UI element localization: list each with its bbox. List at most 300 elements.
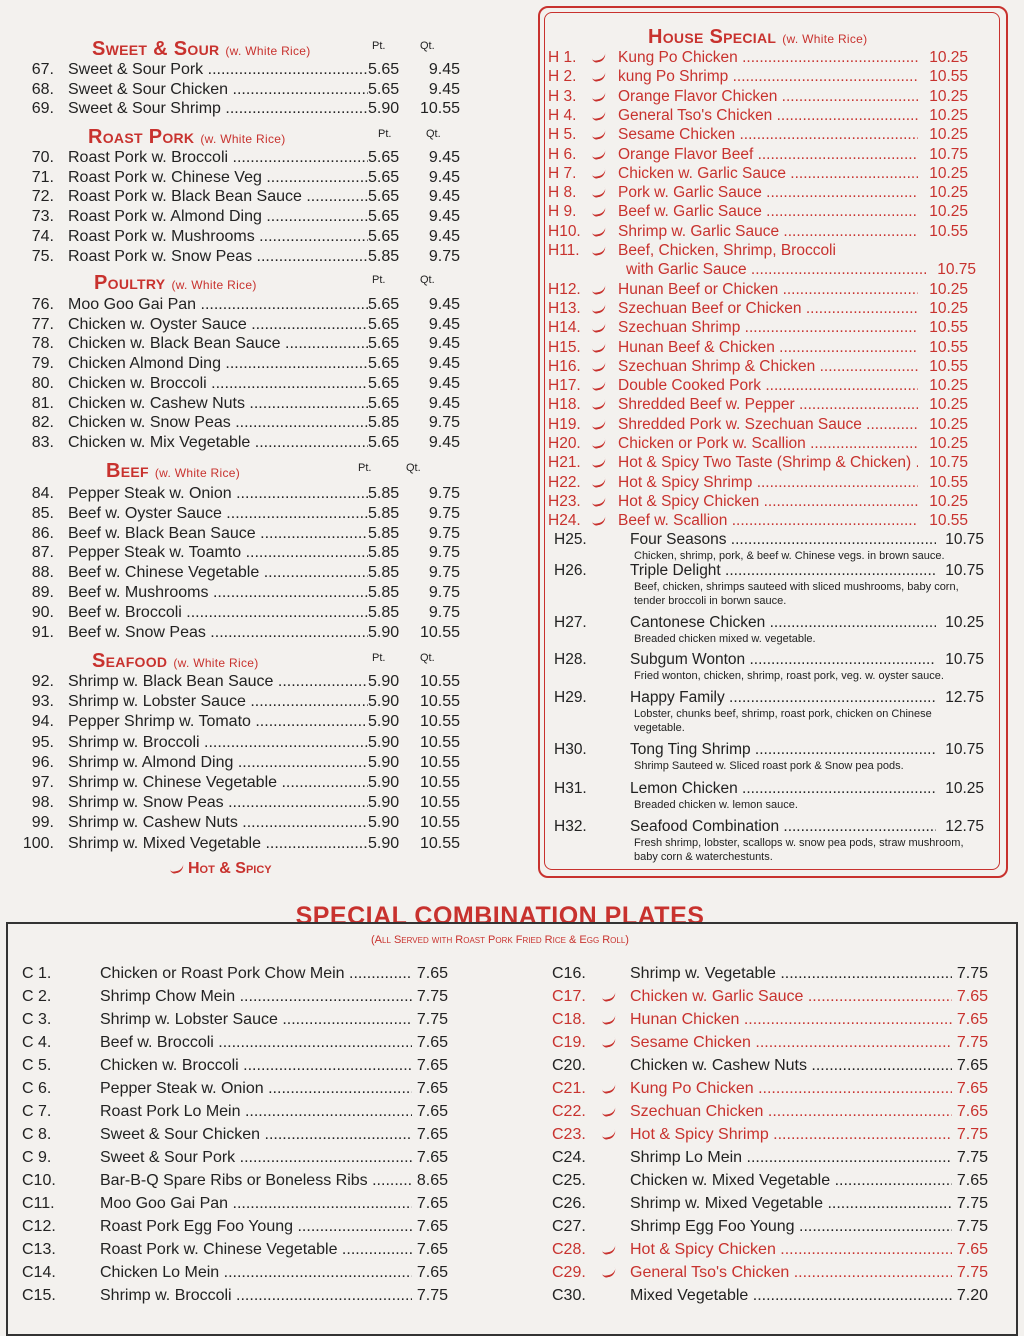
item-price-pint: 5.90	[368, 814, 400, 832]
item-name: Shrimp w. Lobster Sauce .....	[68, 692, 368, 712]
item-price-quart: 9.45	[428, 335, 460, 353]
item-number: H26.	[554, 562, 587, 579]
item-price: 7.75	[956, 1126, 988, 1143]
item-price-quart: 10.55	[419, 814, 460, 832]
item-price: 7.65	[416, 1080, 448, 1097]
item-number: 78.	[31, 335, 54, 353]
item-number: 74.	[31, 227, 54, 245]
item-name: Chicken w. Garlic Sauce .....	[630, 987, 952, 1007]
item-name: Roast Pork Lo Mein .....	[100, 1102, 412, 1122]
item-number: C21.	[552, 1080, 586, 1097]
item-price: 10.75	[945, 651, 984, 668]
item-number: H 3.	[548, 87, 577, 105]
item-name: Roast Pork w. Black Bean Sauce .....	[68, 187, 368, 207]
item-price: 7.65	[956, 988, 988, 1005]
header-pt: Pt.	[378, 128, 392, 140]
item-name: Beef w. Broccoli .....	[100, 1033, 412, 1053]
menu-item-row	[8, 524, 460, 544]
item-price-quart: 10.55	[419, 673, 460, 690]
item-name: Mixed Vegetable .....	[630, 1286, 952, 1306]
item-price-quart: 10.55	[419, 753, 460, 771]
item-number: C30.	[552, 1287, 586, 1304]
item-price-quart: 9.45	[428, 433, 460, 451]
item-price-quart: 10.55	[419, 713, 460, 731]
item-price: 7.65	[416, 1241, 448, 1258]
item-price-quart: 9.75	[428, 414, 460, 432]
item-number: H31.	[554, 780, 587, 797]
item-price: 10.25	[929, 49, 968, 66]
item-price: 10.25	[929, 377, 968, 395]
item-name: Moo Goo Gai Pan .....	[100, 1194, 412, 1214]
item-price: 10.55	[929, 357, 968, 375]
item-price-pint: 5.65	[368, 394, 400, 412]
menu-item-row	[8, 168, 460, 188]
item-price: 10.75	[945, 741, 984, 758]
item-number: H29.	[554, 689, 587, 706]
item-number: 99.	[31, 814, 54, 832]
item-price-quart: 9.45	[428, 168, 460, 186]
item-price-pint: 5.65	[368, 227, 400, 245]
hot-spicy-legend	[170, 860, 272, 878]
section-note: (w. White Rice)	[225, 44, 311, 58]
menu-item-row	[8, 207, 460, 227]
item-number: 70.	[31, 149, 54, 166]
item-number: 80.	[31, 374, 54, 392]
header-pt: Pt.	[372, 40, 386, 52]
item-price: 10.75	[929, 145, 968, 163]
header-qt: Qt.	[406, 462, 421, 474]
pepper-icon	[169, 864, 184, 875]
item-price: 10.75	[937, 261, 976, 279]
item-name: Orange Flavor Beef .....	[618, 145, 918, 165]
menu-item-row	[8, 813, 460, 833]
item-price: 7.65	[416, 1195, 448, 1212]
item-number: 88.	[31, 564, 54, 582]
item-price: 10.25	[929, 106, 968, 124]
item-number: H13.	[548, 299, 581, 317]
item-number: C 5.	[22, 1057, 52, 1074]
item-price: 7.65	[416, 1103, 448, 1120]
item-number: H12.	[548, 280, 581, 298]
item-price: 7.75	[956, 1264, 988, 1281]
item-name: Sweet & Sour Shrimp .....	[68, 99, 368, 119]
item-number: H 9.	[548, 203, 577, 221]
item-number: H 1.	[548, 49, 577, 66]
item-description: Breaded chicken w. lemon sauce.	[634, 799, 798, 811]
item-name: Shrimp w. Broccoli .....	[100, 1286, 412, 1306]
item-name: Beef w. Oyster Sauce .....	[68, 504, 368, 524]
item-name: Chicken w. Mix Vegetable .....	[68, 433, 368, 453]
item-name: Beef w. Scallion .....	[618, 511, 918, 531]
item-name: Hunan Beef & Chicken .....	[618, 338, 918, 358]
legend-label: Hot & Spicy	[188, 860, 272, 877]
menu-item-row	[8, 753, 460, 773]
item-name: General Tso's Chicken .....	[618, 106, 918, 126]
item-number: C25.	[552, 1172, 586, 1189]
menu-item-row	[8, 374, 460, 394]
item-number: H 7.	[548, 164, 577, 182]
item-name: Beef w. Snow Peas .....	[68, 623, 368, 643]
item-name: Shrimp w. Broccoli .....	[68, 733, 368, 753]
item-name: Shrimp Egg Foo Young .....	[630, 1217, 952, 1237]
item-price: 10.55	[929, 319, 968, 337]
item-number: H15.	[548, 338, 581, 356]
item-price-quart: 9.75	[428, 544, 460, 562]
menu-item-row	[8, 315, 460, 335]
section-title-beef	[106, 460, 240, 483]
menu-item-row	[8, 692, 460, 712]
item-price: 10.25	[929, 164, 968, 182]
item-price: 10.55	[929, 222, 968, 240]
item-name: Pepper Shrimp w. Tomato .....	[68, 712, 368, 732]
item-name: Chicken or Roast Pork Chow Mein .....	[100, 964, 412, 984]
item-price: 7.75	[956, 1149, 988, 1166]
item-name: Shrimp w. Mixed Vegetable .....	[630, 1194, 952, 1214]
item-name: Chicken w. Snow Peas .....	[68, 413, 368, 433]
item-number: H19.	[548, 415, 581, 433]
menu-item-row	[8, 733, 460, 753]
item-number: 77.	[31, 315, 54, 333]
item-name: Hot & Spicy Shrimp .....	[630, 1125, 952, 1145]
menu-item-row	[8, 603, 460, 623]
item-name: Roast Pork w. Almond Ding .....	[68, 207, 368, 227]
item-number: C29.	[552, 1264, 586, 1281]
item-name: Chicken or Pork w. Scallion .....	[618, 434, 918, 454]
item-price-quart: 9.45	[428, 208, 460, 226]
house-special-title-text: House Special	[648, 26, 777, 48]
item-number: 85.	[31, 504, 54, 522]
item-number: C14.	[22, 1264, 56, 1281]
item-price-pint: 5.65	[368, 208, 400, 226]
item-price: 7.65	[956, 1080, 988, 1097]
menu-item-row	[8, 543, 460, 563]
section-note: (w. White Rice)	[173, 656, 259, 670]
item-name: Shredded Beef w. Pepper .....	[618, 395, 918, 415]
item-price: 7.65	[416, 1034, 448, 1051]
item-price-pint: 5.65	[368, 149, 400, 166]
item-price-quart: 9.45	[428, 355, 460, 373]
combo-title: SPECIAL COMBINATION PLATES	[295, 902, 705, 930]
item-price: 7.65	[416, 1149, 448, 1166]
item-name: Hot & Spicy Chicken .....	[618, 492, 918, 512]
item-name: Beef w. Chinese Vegetable .....	[68, 563, 368, 583]
item-number: H27.	[554, 614, 587, 631]
section-title-sweet_sour	[92, 38, 311, 61]
item-name: Subgum Wonton .....	[630, 650, 936, 670]
item-name: Beef w. Mushrooms .....	[68, 583, 368, 603]
item-price-quart: 9.75	[428, 603, 460, 621]
item-price: 10.25	[945, 780, 984, 797]
item-number: 96.	[31, 753, 54, 771]
item-name: Szechuan Shrimp & Chicken .....	[618, 357, 918, 377]
item-number: 83.	[31, 433, 54, 451]
item-price: 10.75	[945, 562, 984, 579]
item-number: 81.	[31, 394, 54, 412]
menu-item-row	[8, 80, 460, 100]
item-number: C 9.	[22, 1149, 52, 1166]
item-number: H21.	[548, 454, 581, 472]
item-number: C 1.	[22, 965, 52, 982]
item-number: C17.	[552, 988, 586, 1005]
item-price: 7.65	[416, 1057, 448, 1074]
item-number: C 8.	[22, 1126, 52, 1143]
item-name: Szechuan Shrimp .....	[618, 318, 918, 338]
section-note: (w. White Rice)	[171, 278, 257, 292]
item-number: H 6.	[548, 145, 577, 163]
item-number: H18.	[548, 396, 581, 414]
item-price: 7.65	[956, 1241, 988, 1258]
section-title-text: Beef	[106, 460, 149, 482]
item-price: 10.75	[945, 531, 984, 548]
menu-item-row	[8, 623, 460, 643]
item-price-pint: 5.85	[368, 584, 400, 601]
item-number: 84.	[31, 485, 54, 502]
menu-item-row	[8, 433, 460, 453]
house-special-frame-inner	[544, 12, 1000, 870]
section-title-poultry	[94, 272, 257, 295]
item-name: Hot & Spicy Two Taste (Shrimp & Chicken) .....	[618, 453, 918, 473]
item-price-quart: 9.75	[428, 584, 460, 601]
item-name: Sweet & Sour Chicken .....	[68, 80, 368, 100]
item-price-pint: 5.90	[368, 623, 400, 641]
item-name: Chicken w. Cashew Nuts .....	[68, 394, 368, 414]
item-price: 10.25	[929, 126, 968, 144]
item-description: Lobster, chunks beef, shrimp, roast pork, chicken on Chinese vegetable.	[634, 708, 932, 734]
item-number: 93.	[31, 693, 54, 711]
header-pt: Pt.	[358, 462, 372, 474]
item-name: Shrimp Lo Mein .....	[630, 1148, 952, 1168]
item-price: 10.55	[929, 473, 968, 491]
header-pt: Pt.	[372, 274, 386, 286]
item-price-pint: 5.85	[368, 504, 400, 522]
item-name: Shrimp w. Almond Ding .....	[68, 753, 368, 773]
item-price: 12.75	[945, 689, 984, 706]
section-title-text: Seafood	[92, 650, 168, 672]
item-number: 82.	[31, 414, 54, 432]
item-price-pint: 5.90	[368, 753, 400, 771]
item-description: Chicken, shrimp, pork, & beef w. Chinese vegs. in brown sauce.	[634, 550, 945, 562]
item-name: Tong Ting Shrimp .....	[630, 740, 936, 760]
item-price-quart: 10.55	[419, 623, 460, 641]
item-price-pint: 5.90	[368, 733, 400, 751]
item-number: 75.	[31, 247, 54, 265]
item-description: Breaded chicken mixed w. vegetable.	[634, 633, 816, 645]
item-price-pint: 5.65	[368, 188, 400, 206]
section-note: (w. White Rice)	[154, 466, 241, 480]
item-price-quart: 9.75	[428, 247, 460, 265]
item-price: 10.25	[945, 614, 984, 631]
menu-item-row	[8, 99, 460, 119]
section-title-roast_pork	[88, 126, 286, 149]
item-price-pint: 5.65	[368, 355, 400, 373]
item-price-pint: 5.85	[368, 524, 400, 542]
item-price-pint: 5.85	[368, 414, 400, 432]
item-price-pint: 5.90	[368, 834, 400, 852]
item-name: Roast Pork w. Mushrooms .....	[68, 227, 368, 247]
house-special-note: (w. White Rice)	[782, 32, 868, 46]
header-qt: Qt.	[426, 128, 441, 140]
item-price: 7.75	[956, 1218, 988, 1235]
item-name: Cantonese Chicken .....	[630, 613, 936, 633]
item-number: C 6.	[22, 1080, 52, 1097]
item-name: Seafood Combination .....	[630, 817, 936, 837]
item-number: 76.	[31, 296, 54, 313]
item-number: H17.	[548, 377, 581, 395]
item-number: C 4.	[22, 1034, 52, 1051]
menu-item-row	[8, 793, 460, 813]
item-number: H16.	[548, 357, 581, 375]
item-description: Fresh shrimp, lobster, scallops w. snow pea pods, straw mushroom, baby corn & waterchestunts.	[634, 837, 964, 863]
item-description: Beef, chicken, shrimps sauteed with sliced mushrooms, baby corn, tender broccoli in borwn sauce.	[634, 581, 959, 607]
item-name: Sweet & Sour Pork .....	[68, 60, 368, 80]
item-price: 10.25	[929, 184, 968, 202]
item-number: C10.	[22, 1172, 56, 1189]
item-name: Kung Po Chicken .....	[618, 48, 918, 68]
item-price: 10.55	[929, 68, 968, 86]
item-name: Chicken w. Oyster Sauce .....	[68, 315, 368, 335]
item-price: 7.65	[416, 965, 448, 982]
item-number: 86.	[31, 524, 54, 542]
item-name: Chicken w. Cashew Nuts .....	[630, 1056, 952, 1076]
item-price: 7.75	[956, 1195, 988, 1212]
item-name: Hunan Beef or Chicken .....	[618, 280, 918, 300]
item-number: 94.	[31, 713, 54, 731]
item-price-quart: 9.75	[428, 485, 460, 502]
item-number: C20.	[552, 1057, 586, 1074]
item-number: C13.	[22, 1241, 56, 1258]
item-name: Triple Delight .....	[630, 561, 936, 581]
item-price-quart: 9.75	[428, 504, 460, 522]
item-price: 7.75	[416, 988, 448, 1005]
combo-frame	[6, 922, 1018, 1336]
item-number: 92.	[31, 673, 54, 690]
item-price-pint: 5.90	[368, 693, 400, 711]
combo-subtitle: (All Served with Roast Pork Fried Rice & Egg Roll)	[371, 934, 629, 946]
menu-item-row	[8, 773, 460, 793]
item-price-quart: 10.55	[419, 794, 460, 812]
section-note: (w. White Rice)	[200, 132, 286, 146]
item-price-pint: 5.85	[368, 544, 400, 562]
item-number: C23.	[552, 1126, 586, 1143]
item-number: C19.	[552, 1034, 586, 1051]
item-name: Chicken w. Garlic Sauce .....	[618, 164, 918, 184]
item-number: C 3.	[22, 1011, 52, 1028]
item-price-pint: 5.65	[368, 61, 400, 78]
item-price: 7.65	[956, 1011, 988, 1028]
item-number: 95.	[31, 733, 54, 751]
item-name: Beef, Chicken, Shrimp, Broccoli	[618, 242, 836, 259]
item-name: Shrimp w. Chinese Vegetable .....	[68, 773, 368, 793]
item-price: 10.25	[929, 415, 968, 433]
item-name: Sesame Chicken .....	[618, 125, 918, 145]
item-name: Shrimp w. Cashew Nuts .....	[68, 813, 368, 833]
item-name: Roast Pork w. Chinese Vegetable .....	[100, 1240, 412, 1260]
item-number: H28.	[554, 651, 587, 668]
item-price-pint: 5.85	[368, 485, 400, 502]
menu-item-row	[8, 354, 460, 374]
item-price-pint: 5.85	[368, 564, 400, 582]
item-price-pint: 5.85	[368, 247, 400, 265]
item-price: 7.65	[956, 1057, 988, 1074]
item-number: C 2.	[22, 988, 52, 1005]
item-price-quart: 9.45	[428, 80, 460, 98]
item-number: H23.	[548, 492, 581, 510]
item-price: 10.25	[929, 203, 968, 221]
section-title-text: Poultry	[94, 272, 166, 294]
menu-item-row	[8, 563, 460, 583]
item-name: Chicken w. Black Bean Sauce .....	[68, 334, 368, 354]
item-name: Sweet & Sour Pork .....	[100, 1148, 412, 1168]
item-number: 72.	[31, 188, 54, 206]
item-number: H32.	[554, 818, 587, 835]
item-price-pint: 5.65	[368, 168, 400, 186]
item-number: H 4.	[548, 106, 577, 124]
menu-item-row	[8, 148, 460, 168]
item-price-quart: 10.55	[419, 834, 460, 852]
item-price: 10.55	[929, 512, 968, 530]
item-price-pint: 5.90	[368, 774, 400, 791]
item-name: Double Cooked Pork .....	[618, 376, 918, 396]
item-price: 7.65	[416, 1126, 448, 1143]
item-name: Roast Pork w. Snow Peas .....	[68, 247, 368, 267]
item-description: Shrimp Sauteed w. Sliced roast pork & Snow pea pods.	[634, 760, 904, 772]
item-number: C22.	[552, 1103, 586, 1120]
item-name: Shrimp w. Lobster Sauce .....	[100, 1010, 412, 1030]
item-number: 97.	[31, 774, 54, 791]
menu-item-row	[8, 834, 460, 854]
item-price-quart: 9.75	[428, 524, 460, 542]
menu-item-row	[8, 672, 460, 692]
item-number: C26.	[552, 1195, 586, 1212]
item-price: 10.25	[929, 396, 968, 414]
item-number: 87.	[31, 544, 54, 562]
item-price: 10.75	[929, 454, 968, 472]
header-pt: Pt.	[372, 652, 386, 664]
header-qt: Qt.	[420, 274, 435, 286]
item-name: Hot & Spicy Chicken .....	[630, 1240, 952, 1260]
item-number: C15.	[22, 1287, 56, 1304]
item-price: 7.65	[416, 1218, 448, 1235]
item-price-quart: 10.55	[419, 774, 460, 791]
item-price-pint: 5.65	[368, 315, 400, 333]
item-number: C18.	[552, 1011, 586, 1028]
menu-item-row	[8, 583, 460, 603]
item-name: Pepper Steak w. Onion .....	[100, 1079, 412, 1099]
item-number: C16.	[552, 965, 586, 982]
item-price-quart: 10.55	[419, 733, 460, 751]
item-name: General Tso's Chicken .....	[630, 1263, 952, 1283]
item-price: 10.25	[929, 87, 968, 105]
item-price-quart: 9.45	[428, 188, 460, 206]
item-number: H11.	[548, 242, 580, 259]
item-name: Shrimp w. Vegetable .....	[630, 964, 952, 984]
item-price-quart: 9.75	[428, 564, 460, 582]
item-name: Roast Pork w. Broccoli .....	[68, 148, 368, 168]
item-name: Shredded Pork w. Szechuan Sauce .....	[618, 415, 918, 435]
menu-item-row	[8, 413, 460, 433]
item-name: Szechuan Chicken .....	[630, 1102, 952, 1122]
item-number: H14.	[548, 319, 581, 337]
item-price: 7.20	[956, 1287, 988, 1304]
item-price: 7.75	[416, 1287, 448, 1304]
item-price-quart: 9.45	[428, 61, 460, 78]
menu-item-row	[8, 394, 460, 414]
item-price-quart: 10.55	[419, 100, 460, 117]
item-name: Hot & Spicy Shrimp .....	[618, 473, 918, 493]
item-price: 7.75	[416, 1011, 448, 1028]
item-name: Roast Pork Egg Foo Young .....	[100, 1217, 412, 1237]
item-name: Chicken w. Broccoli .....	[68, 374, 368, 394]
